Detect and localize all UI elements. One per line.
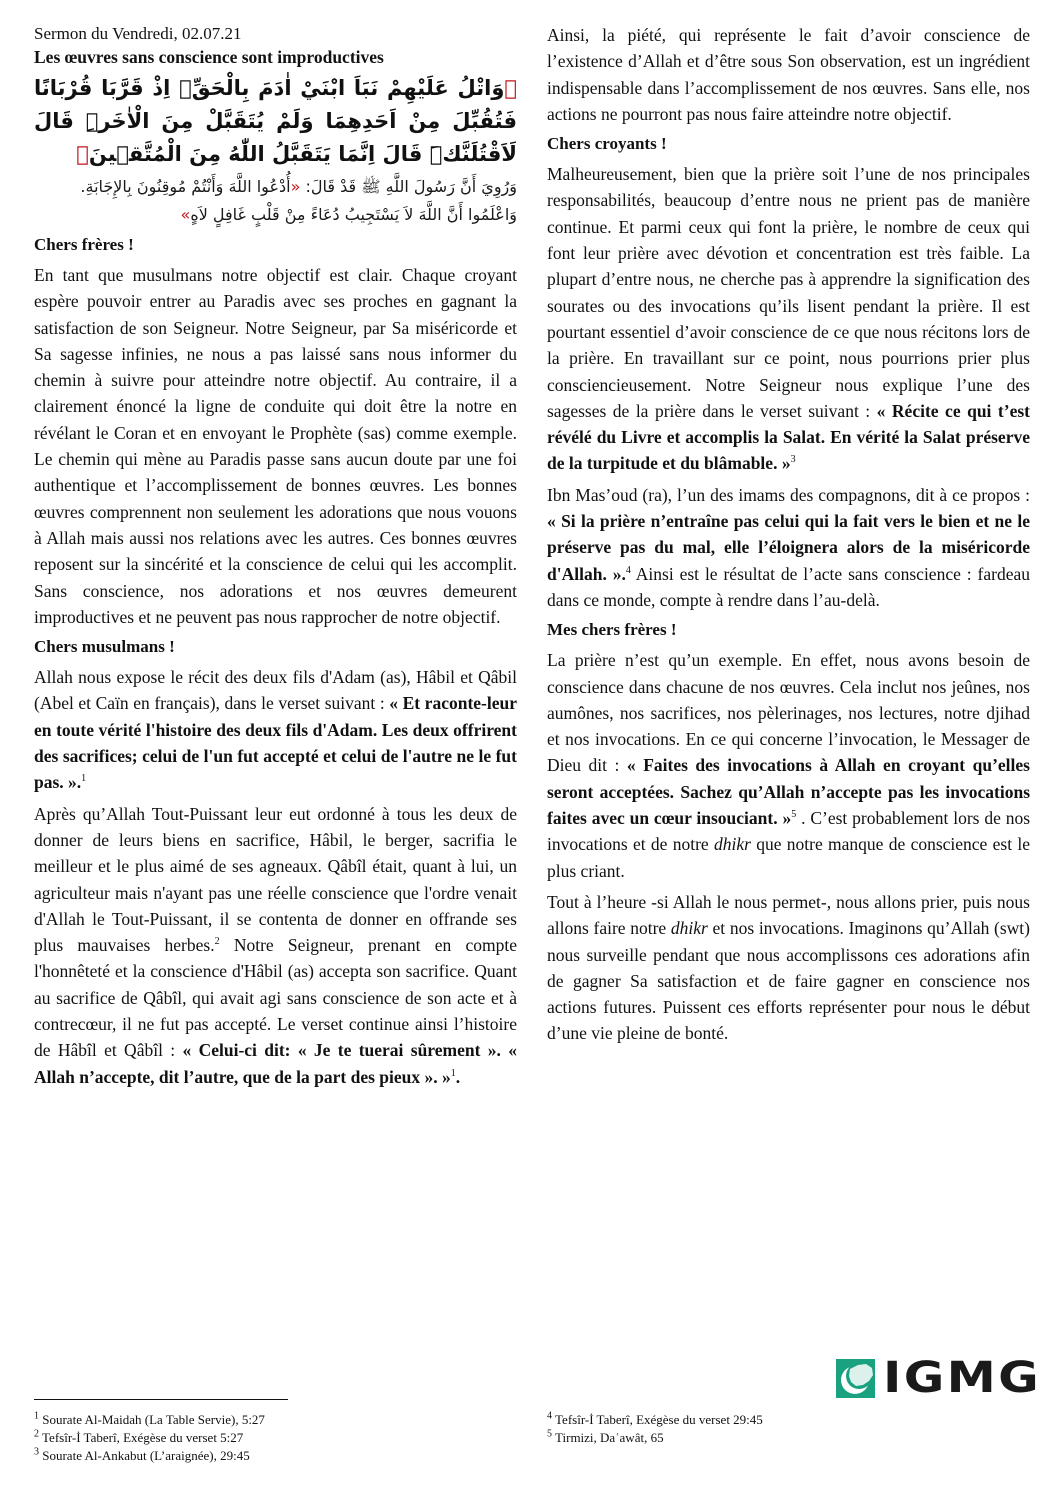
hadith-quote-1: أُدْعُوا اللَّهَ وَأَنْتُمْ مُوقِنُونَ بِالإِجَابَةِ.: [80, 177, 291, 196]
hadith-line-1: [34, 173, 517, 201]
footnote-number: 5: [547, 1428, 552, 1440]
footnote-divider: [34, 1399, 288, 1400]
paragraph-text: . C’est probablement lors de nos invocations et de notre: [547, 808, 1031, 855]
footnote-text: Tefsîr-İ Taberî, Exégèse du verset 29:45: [555, 1412, 763, 1427]
footnote-item: [34, 1429, 265, 1447]
footnotes-right: [547, 1411, 763, 1447]
footnote-item: [34, 1411, 265, 1429]
footnote-ref: 5: [791, 809, 797, 821]
footnote-number: 1: [34, 1410, 39, 1422]
footnotes-left: [34, 1411, 265, 1465]
section-heading: Chers musulmans !: [34, 637, 175, 657]
paragraph-text: et nos invocations. Imaginons qu’Allah (swt) nous surveille pendant que nous accomplissons ces adorations afin de gagner Sa satisfaction et de faire gagner en conscience nos actions futures. Puissent ces efforts représenter pour nous le début d’une vie pleine de bonté.: [547, 918, 1030, 1044]
term-italic: dhikr: [713, 834, 751, 855]
paragraph: [547, 889, 1030, 1047]
quote-bold: « Récite ce qui t’est révélé du Livre et accomplis la Salat. En vérité la Salat préserve de la turpitude et du blâmable. »: [547, 400, 1030, 474]
quote-bold: « Et raconte-leur en toute vérité l'histoire des deux fils d'Adam. Les deux offrirent des sacrifices; celui de l'un fut accepté et celui de l'autre ne le fut pas. ».: [34, 693, 517, 793]
sermon-date: Sermon du Vendredi, 02.07.21: [34, 24, 242, 43]
verse-close-ornament: ﴾: [76, 142, 89, 166]
paragraph: [34, 664, 517, 795]
punctuation: .: [455, 1066, 461, 1087]
paragraph-text: Ainsi est le résultat de l’acte sans conscience : fardeau dans ce monde, compte à rendre dans l’au-delà.: [547, 563, 1030, 610]
paragraph: Ainsi, la piété, qui représente le fait d’avoir conscience de l’existence d’Allah et d’être sous Son observation, est un ingrédient indispensable dans l’accomplissement de nos œuvres. Sans elle, nos actions ne pourront pas nous faire atteindre notre objectif.: [547, 25, 1030, 124]
footnote-item: [34, 1447, 265, 1465]
paragraph-text: Après qu’Allah Tout-Puissant leur eut ordonné à tous les deux de donner de leurs biens en sacrifice, Hâbil, le berger, sacrifia le meilleur et le plus aimé de ses agneaux. Qâbîl était, quant à lui, un agriculteur mais n'ayant pas une réelle conscience que l'ordre venait d'Allah le Tout-Puissant, il se contenta de donner en offrande ses plus mauvaises herbes.: [34, 803, 517, 956]
footnote-text: Sourate Al-Maidah (La Table Servie), 5:27: [42, 1412, 265, 1427]
paragraph: [547, 647, 1030, 884]
footnote-text: Sourate Al-Ankabut (L’araignée), 29:45: [42, 1448, 250, 1463]
hadith-close-quote: »: [180, 205, 191, 224]
footnote-number: 3: [34, 1446, 39, 1458]
footnote-number: 4: [547, 1410, 552, 1422]
paragraph-text: que notre manque de conscience est le plus criant.: [547, 834, 1030, 881]
hadith-intro: وَرُوِيَ أَنَّ رَسُولَ اللَّهِ ﷺ قَدْ قَالَ:: [305, 177, 517, 196]
quran-verse: [34, 72, 517, 171]
paragraph: [547, 482, 1030, 613]
paragraph-text: Allah nous expose le récit des deux fils d'Adam (as), Hâbil et Qâbil (Abel et Caïn en français), dans le verset suivant :: [34, 667, 517, 714]
quote-bold: « Si la prière n’entraîne pas celui qui la fait vers le bien et ne le préserve pas du mal, elle l’éloignera alors de la miséricorde d'Allah. ».: [547, 511, 1030, 584]
quote-bold: « Faites des invocations à Allah en croyant qu’elles seront acceptées. Sachez qu’Allah n’accepte pas les invocations faites avec un cœur insouciant. »: [547, 755, 1030, 829]
footnote-number: 2: [34, 1428, 39, 1440]
verse-text: وَاتْلُ عَلَيْهِمْ نَبَاَ ابْنَيْ اٰدَمَ بِالْحَقِّۢ اِذْ قَرَّبَا قُرْبَانًا فَتُقُبِّلَ مِنْ اَحَدِهِمَا وَلَمْ يُتَقَبَّلْ مِنَ الْاٰخَرِۜ قَالَ لَاَقْتُلَنَّكَۜ قَالَ اِنَّمَا يَتَقَبَّلُ اللّٰهُ مِنَ الْمُتَّق۪ينَ: [34, 76, 517, 166]
quote-bold: « Celui-ci dit: « Je te tuerai sûrement ». « Allah n’accepte, dit l’autre, que de la part des pieux ». »: [34, 1040, 517, 1087]
term-italic: dhikr: [670, 918, 708, 939]
logo-text: IGMG: [883, 1353, 1041, 1403]
footnote-ref: 3: [790, 454, 796, 466]
section-heading: Chers frères !: [34, 235, 134, 254]
footnote-item: [547, 1429, 763, 1447]
left-column: [34, 22, 517, 1095]
paragraph: En tant que musulmans notre objectif est clair. Chaque croyant espère pouvoir entrer au Paradis avec ses proches en gagnant la satisfaction de son Seigneur. Notre Seigneur, par Sa miséricorde et Sa sagesse infinies, ne nous a pas laissé sans nous informer du chemin à suivre pour atteindre notre objectif. Au contraire, il a clairement énoncé la ligne de conduite qui doit être la notre en révélant le Coran et en envoyant le Prophète (sas) comme exemple. Le chemin qui mène au Paradis passe sans aucun doute par une foi authentique et l’accomplissement de bonnes œuvres. Les bonnes œuvres comprennent non seulement les adorations que nous vouons à Allah mais aussi nos relations avec les autres. Ces bonnes œuvres reposent sur la sincérité et la conscience de celui qui les accomplit. Sans conscience, nos adorations et nos œuvres demeurent improductives et ne peuvent pas nous rapprocher de notre objectif.: [34, 265, 517, 627]
paragraph-text: Malheureusement, bien que la prière soit l’une de nos principales responsabilités, beaucoup d’entre nous ne prient pas de manière continue. Et parmi ceux qui font la prière, le nombre de ceux qui font leur prière avec dévotion et concentration est très faible. La plupart d’entre nous, ne cherche pas à apprendre la signification des sourates ou des invocations qu’ils lisent pendant la prière. Il est pourtant essentiel d’avoir conscience de ce que nous récitons lors de la prière. En travaillant sur ce point, nous pourrions prier plus consciencieusement. Notre Seigneur nous explique l’une des sagesses de la prière dans le verset suivant :: [547, 164, 1030, 421]
hadith-arabic: [34, 173, 517, 229]
section-heading: Mes chers frères !: [547, 620, 677, 640]
paragraph-text: Notre Seigneur, prenant en compte l'honnêteté et la conscience d'Hâbil (as) accepta son sacrifice. Quant au sacrifice de Qâbîl, qui avait agi sans conscience de son acte et à contrecœur, il ne fut pas accepté. Le verset continue ainsi l’histoire de Hâbîl et Qâbîl :: [34, 935, 517, 1061]
hadith-quote-2: وَاعْلَمُوا أَنَّ اللَّهَ لاَ يَسْتَجِيبُ دُعَاءً مِنْ قَلْبٍ غَافِلٍ لاَهٍ: [190, 205, 517, 224]
paragraph-text: Ibn Mas’oud (ra), l’un des imams des compagnons, dit à ce propos :: [547, 484, 1030, 505]
hadith-line-2: [34, 201, 517, 229]
paragraph: [34, 801, 517, 1090]
footnote-text: Tirmizi, Daʿawât, 65: [555, 1430, 664, 1445]
section-heading: Chers croyants !: [547, 134, 667, 154]
igmg-logo: [836, 1353, 1041, 1403]
footnote-ref: 2: [214, 936, 220, 948]
footnote-ref: 4: [625, 564, 631, 576]
paragraph-text: La prière n’est qu’un exemple. En effet, nous avons besoin de conscience dans chacune de nos œuvres. Cela inclut nos jeûnes, nos aumônes, nos sacrifices, nos pèlerinages, nos lectures, notre djihad et nos invocations. En ce qui concerne l’invocation, le Messager de Dieu dit :: [547, 650, 1030, 776]
crescent-globe-icon: [836, 1359, 875, 1398]
verse-open-ornament: ﴿: [504, 76, 517, 100]
footnote-item: [547, 1411, 763, 1429]
footnote-text: Tefsîr-İ Taberî, Exégèse du verset 5:27: [42, 1430, 244, 1445]
paragraph-text: Tout à l’heure -si Allah le nous permet-, nous allons prier, puis nous allons faire notre: [547, 891, 1030, 939]
hadith-open-quote: «: [290, 177, 301, 196]
paragraph: [547, 161, 1030, 477]
footnote-ref: 1: [81, 773, 87, 785]
sermon-title: Les œuvres sans conscience sont improductives: [34, 47, 384, 67]
right-column: [547, 22, 1030, 1052]
footnote-ref: 1: [450, 1067, 456, 1079]
